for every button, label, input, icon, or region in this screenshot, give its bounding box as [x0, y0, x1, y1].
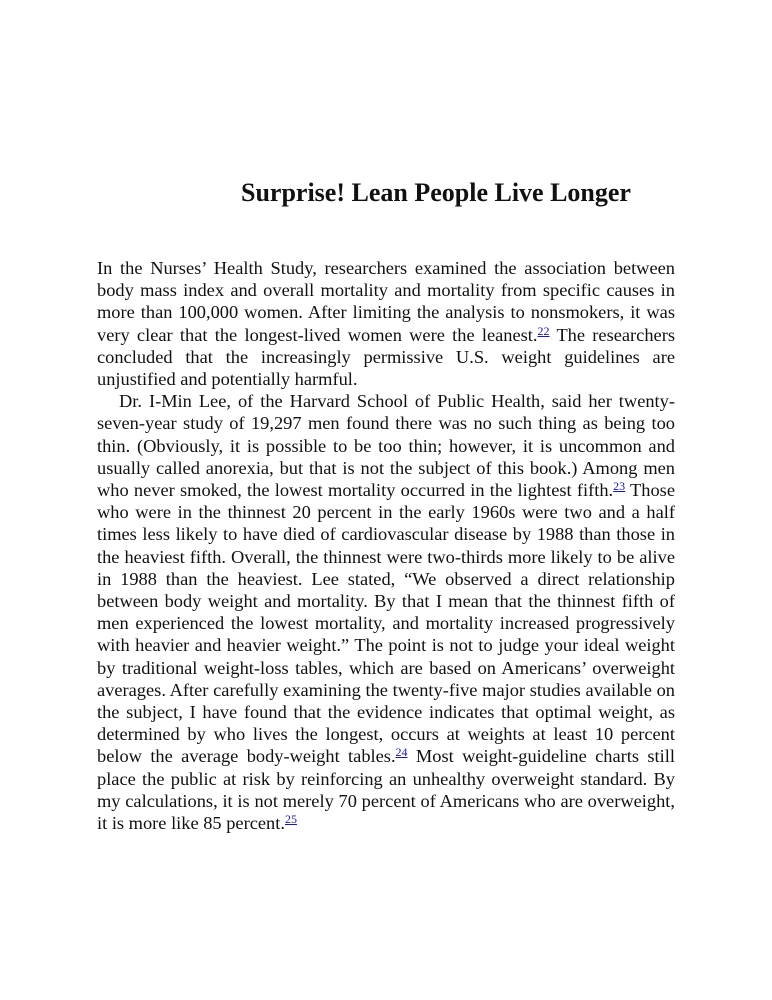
footnote-link-25[interactable]: 25: [284, 812, 297, 827]
paragraph-1: [97, 257, 675, 390]
footnote-link-23[interactable]: 23: [613, 479, 626, 494]
paragraph-text: In the Nurses’ Health Study, researchers examined the association between body mass index and overall mortality and mortality from specific causes in more than 100,000 women. After limiting the analysis to nonsmokers, it was very clear that the longest-lived women were the leanest.: [97, 258, 675, 345]
chapter-title: Surprise! Lean People Live Longer: [241, 178, 631, 207]
paragraph-text: Most weight-guideline charts still place the public at risk by reinforcing an unhealthy overweight standard. By my calculations, it is not merely 70 percent of Americans who are overweight, it is more like 85 percent.: [97, 746, 675, 834]
paragraph-text: Dr. I-Min Lee, of the Harvard School of Public Health, said her twenty-seven-year study of 19,297 men found there was no such thing as being too thin. (Obviously, it is possible to be too thin; however, it is uncommon and usually called anorexia, but that is not the subject of this book.) Among men who never smoked, the lowest mortality occurred in the lightest fifth.: [97, 391, 675, 501]
paragraph-2: [97, 390, 675, 834]
paragraph-text: The researchers concluded that the increasingly permissive U.S. weight guidelines are unjustified and potentially harmful.: [97, 324, 675, 390]
footnote-link-22[interactable]: 22: [537, 323, 550, 338]
body-text: [97, 257, 675, 834]
footnote-link-24[interactable]: 24: [395, 745, 408, 760]
paragraph-text: Those who were in the thinnest 20 percent in the early 1960s were two and a half times less likely to have died of cardiovascular disease by 1988 than those in the heaviest fifth. Overall, the thinnest were two-thirds more likely to be alive in 1988 than the heaviest. Lee stated, “We observed a direct relationship between body weight and mortality. By that I mean that the thinnest fifth of men experienced the lowest mortality, and mortality increased progressively with heavier and heavier weight.” The point is not to judge your ideal weight by traditional weight-loss tables, which are based on Americans’ overweight averages. After carefully examining the twenty-five major studies available on the subject, I have found that the evidence indicates that optimal weight, as determined by who lives the longest, occurs at weights at least 10 percent below the average body-weight tables.: [97, 480, 675, 767]
